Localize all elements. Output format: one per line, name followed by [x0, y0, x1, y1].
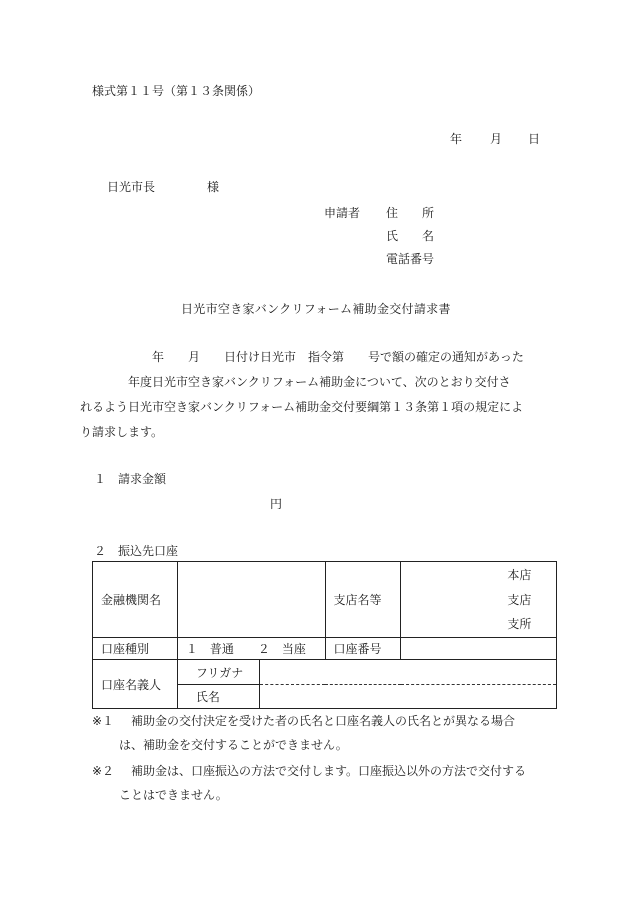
account-type-options[interactable]: １ 普通 ２ 当座	[177, 638, 325, 660]
note-2-line-1: 補助金は、口座振込の方法で交付します。口座振込以外の方法で交付する	[131, 764, 527, 778]
account-number-field[interactable]	[401, 638, 557, 660]
body-line-1: 年 月 日付け日光市 指令第 号で額の確定の通知があった	[128, 350, 524, 364]
bank-row	[93, 562, 557, 638]
body-line-3: れるよう日光市空き家バンクリフォーム補助金交付要綱第１３条第１項の規定によ	[80, 400, 524, 414]
addressee-name: 日光市長	[107, 180, 156, 194]
applicant-label: 申請者	[324, 206, 361, 220]
amount-unit: 円	[270, 497, 283, 511]
note-1-line-1: 補助金の交付決定を受けた者の氏名と口座名義人の氏名とが異なる場合	[131, 714, 516, 728]
branch-option-branch: 支店	[507, 593, 532, 607]
date-month-label: 月	[490, 132, 503, 146]
furigana-label: フリガナ	[177, 660, 259, 685]
bank-account-table	[92, 561, 557, 709]
branch-label: 支店名等	[325, 562, 401, 638]
account-number-label: 口座番号	[325, 638, 401, 660]
holder-name-label: 氏名	[177, 685, 259, 709]
branch-option-office: 支所	[507, 617, 532, 631]
bank-name-field[interactable]	[177, 562, 325, 638]
date-day-label: 日	[528, 132, 541, 146]
account-type-row	[93, 638, 557, 660]
body-line-4: り請求します。	[80, 425, 164, 439]
furigana-row	[93, 660, 557, 685]
note-2-mark: ※２	[92, 764, 115, 778]
furigana-field[interactable]	[259, 660, 556, 685]
account-type-label: 口座種別	[93, 638, 178, 660]
applicant-name-label: 氏 名	[386, 229, 435, 243]
section-2-heading: ２ 振込先口座	[94, 544, 179, 558]
holder-name-field[interactable]	[259, 685, 556, 709]
applicant-phone-label: 電話番号	[386, 252, 435, 266]
applicant-address-label: 住 所	[386, 206, 435, 220]
date-year-label: 年	[450, 132, 463, 146]
account-holder-label: 口座名義人	[93, 660, 178, 709]
section-1-heading: １ 請求金額	[94, 472, 167, 486]
branch-options-cell[interactable]	[401, 562, 557, 638]
addressee-honorific: 様	[207, 180, 220, 194]
branch-option-main: 本店	[507, 568, 532, 582]
form-number: 様式第１１号（第１３条関係）	[92, 84, 261, 98]
note-2-line-2: ことはできません。	[119, 788, 228, 802]
note-1-mark: ※１	[92, 714, 115, 728]
bank-name-label: 金融機関名	[93, 562, 178, 638]
note-1-line-2: は、補助金を交付することができません。	[119, 738, 348, 752]
document-title: 日光市空き家バンクリフォーム補助金交付請求書	[181, 302, 451, 316]
body-line-2: 年度日光市空き家バンクリフォーム補助金について、次のとおり交付さ	[92, 375, 511, 389]
